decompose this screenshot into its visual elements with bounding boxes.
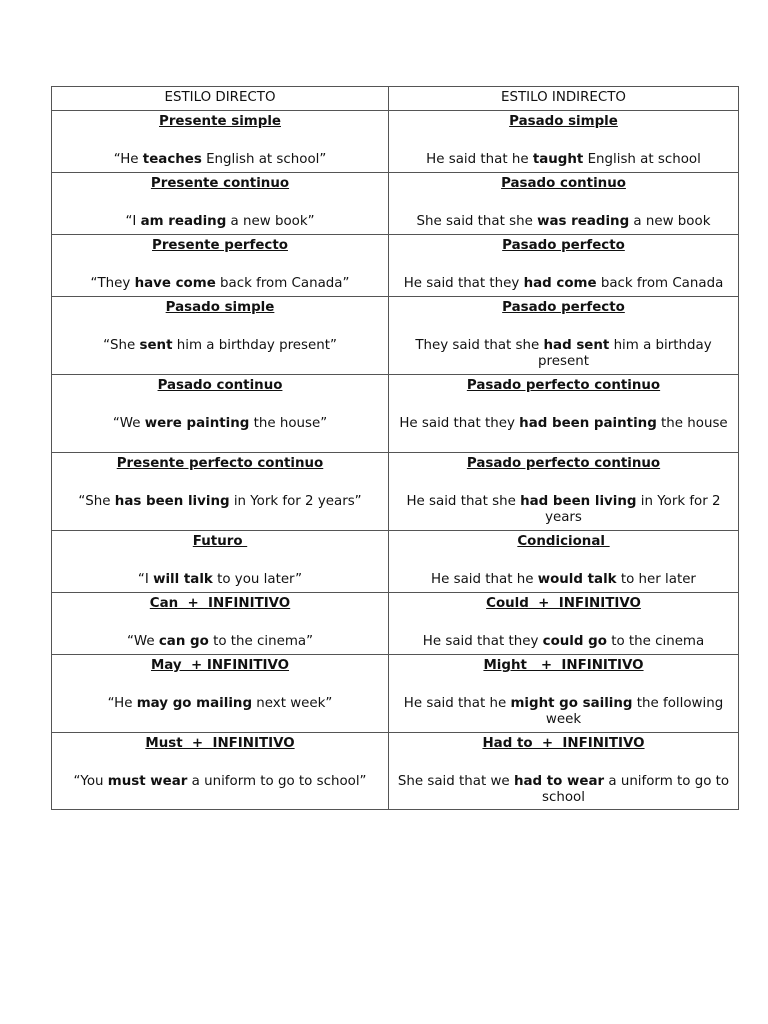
tense-heading: Pasado perfecto — [502, 238, 625, 253]
example-sentence — [56, 416, 384, 432]
example-sentence — [393, 634, 734, 650]
example-verb-bold: sent — [139, 338, 173, 353]
example-text-before: “We — [126, 634, 159, 649]
example-verb-bold: am reading — [140, 214, 227, 229]
example-sentence — [56, 338, 384, 354]
example-sentence — [56, 214, 384, 230]
table-row — [52, 173, 739, 235]
example-verb-bold: had come — [523, 276, 597, 291]
table-row — [52, 235, 739, 297]
example-text-after: the house” — [249, 416, 328, 431]
tense-heading: Presente perfecto continuo — [116, 456, 324, 471]
example-text-after: next week” — [252, 696, 333, 711]
example-text-after: in York for 2 years — [545, 494, 721, 525]
table-row — [52, 733, 739, 810]
example-verb-bold: had to wear — [513, 774, 605, 789]
example-verb-bold: taught — [532, 152, 584, 167]
example-text-before: He said that he — [431, 572, 538, 587]
example-text-before: “She — [103, 338, 140, 353]
example-verb-bold: had been painting — [519, 416, 657, 431]
example-verb-bold: can go — [158, 634, 209, 649]
direct-speech-cell — [52, 111, 389, 173]
tense-heading: Pasado continuo — [501, 176, 626, 191]
table-body — [52, 87, 739, 810]
reported-speech-table — [51, 86, 739, 810]
example-text-after: the following week — [545, 696, 724, 727]
example-sentence — [393, 572, 734, 588]
tense-heading: Pasado simple — [165, 300, 275, 315]
direct-speech-cell — [52, 655, 389, 733]
example-sentence — [393, 214, 734, 230]
tense-heading: Futuro — [192, 534, 248, 549]
tense-heading: Pasado perfecto continuo — [466, 456, 661, 471]
example-text-before: He said that he — [426, 152, 533, 167]
table-row — [52, 655, 739, 733]
tense-heading: Pasado perfecto — [502, 300, 625, 315]
tense-heading: Presente simple — [159, 114, 281, 129]
example-text-after: in York for 2 years” — [229, 494, 362, 509]
example-sentence — [56, 572, 384, 588]
example-verb-bold: could go — [542, 634, 607, 649]
example-text-before: “You — [73, 774, 108, 789]
indirect-speech-cell — [389, 593, 739, 655]
direct-speech-cell — [52, 453, 389, 531]
example-text-after: to you later” — [212, 572, 303, 587]
indirect-speech-cell — [389, 655, 739, 733]
example-text-after: him a birthday present” — [172, 338, 337, 353]
example-verb-bold: teaches — [142, 152, 202, 167]
header-estilo-indirecto: ESTILO INDIRECTO — [389, 87, 739, 111]
example-verb-bold: were painting — [144, 416, 250, 431]
example-verb-bold: must wear — [107, 774, 188, 789]
example-verb-bold: will talk — [153, 572, 213, 587]
tense-heading: Could + INFINITIVO — [486, 596, 641, 611]
tense-heading: Can + INFINITIVO — [149, 596, 291, 611]
tense-heading: Presente continuo — [150, 176, 290, 191]
example-sentence — [56, 696, 384, 712]
example-text-before: “She — [78, 494, 115, 509]
direct-speech-cell — [52, 593, 389, 655]
example-sentence — [56, 494, 384, 510]
example-text-after: back from Canada — [596, 276, 724, 291]
example-text-before: He said that she — [406, 494, 521, 509]
indirect-speech-cell — [389, 531, 739, 593]
example-text-after: to the cinema” — [208, 634, 314, 649]
example-text-after: to her later — [616, 572, 696, 587]
example-sentence — [56, 276, 384, 292]
example-text-before: He said that they — [422, 634, 543, 649]
example-text-after: English at school” — [201, 152, 327, 167]
indirect-speech-cell — [389, 173, 739, 235]
table-row — [52, 593, 739, 655]
example-text-before: She said that we — [397, 774, 514, 789]
table-row — [52, 375, 739, 453]
example-text-after: the house — [656, 416, 728, 431]
direct-speech-cell — [52, 173, 389, 235]
example-sentence — [393, 696, 734, 728]
example-verb-bold: had been living — [520, 494, 637, 509]
example-verb-bold: had sent — [543, 338, 610, 353]
example-text-after: back from Canada” — [215, 276, 350, 291]
example-text-after: to the cinema — [606, 634, 705, 649]
table-row — [52, 531, 739, 593]
example-text-before: They said that she — [415, 338, 544, 353]
direct-speech-cell — [52, 375, 389, 453]
example-sentence — [56, 634, 384, 650]
example-verb-bold: may go mailing — [136, 696, 253, 711]
table-row — [52, 297, 739, 375]
tense-heading: Might + INFINITIVO — [483, 658, 644, 673]
example-text-after: English at school — [583, 152, 701, 167]
direct-speech-cell — [52, 733, 389, 810]
example-sentence — [56, 152, 384, 168]
example-text-before: “We — [112, 416, 145, 431]
tense-heading: Condicional — [517, 534, 610, 549]
header-estilo-directo: ESTILO DIRECTO — [52, 87, 389, 111]
tense-heading: Had to + INFINITIVO — [482, 736, 645, 751]
indirect-speech-cell — [389, 733, 739, 810]
example-sentence — [393, 276, 734, 292]
indirect-speech-cell — [389, 453, 739, 531]
example-text-after: a new book — [629, 214, 711, 229]
example-text-before: He said that he — [403, 696, 511, 711]
example-sentence — [393, 774, 734, 806]
table-row — [52, 453, 739, 531]
indirect-speech-cell — [389, 297, 739, 375]
indirect-speech-cell — [389, 111, 739, 173]
tense-heading: Pasado perfecto continuo — [466, 378, 661, 393]
example-text-after: him a birthday present — [538, 338, 712, 369]
example-sentence — [393, 152, 734, 168]
direct-speech-cell — [52, 297, 389, 375]
tense-heading: Pasado simple — [509, 114, 618, 129]
example-verb-bold: might go sailing — [510, 696, 633, 711]
tense-heading: May + INFINITIVO — [150, 658, 290, 673]
example-text-after: a uniform to go to school — [542, 774, 730, 805]
tense-heading: Presente perfecto — [152, 238, 288, 253]
example-sentence — [56, 774, 384, 790]
direct-speech-cell — [52, 531, 389, 593]
example-sentence — [393, 494, 734, 526]
example-verb-bold: has been living — [114, 494, 230, 509]
example-sentence — [393, 416, 734, 432]
example-text-before: “He — [113, 152, 143, 167]
example-text-before: He said that they — [403, 276, 524, 291]
example-verb-bold: was reading — [537, 214, 630, 229]
tense-heading: Pasado continuo — [157, 378, 283, 393]
example-text-after: a new book” — [226, 214, 315, 229]
example-sentence — [393, 338, 734, 370]
example-verb-bold: have come — [134, 276, 216, 291]
example-text-before: She said that she — [416, 214, 538, 229]
example-verb-bold: would talk — [537, 572, 617, 587]
example-text-before: “He — [107, 696, 137, 711]
indirect-speech-cell — [389, 235, 739, 297]
table-row — [52, 111, 739, 173]
example-text-before: “I — [125, 214, 141, 229]
tense-heading: Must + INFINITIVO — [145, 736, 295, 751]
example-text-before: “They — [90, 276, 135, 291]
example-text-before: “I — [137, 572, 154, 587]
example-text-before: He said that they — [399, 416, 520, 431]
example-text-after: a uniform to go to school” — [187, 774, 367, 789]
indirect-speech-cell — [389, 375, 739, 453]
direct-speech-cell — [52, 235, 389, 297]
header-row — [52, 87, 739, 111]
